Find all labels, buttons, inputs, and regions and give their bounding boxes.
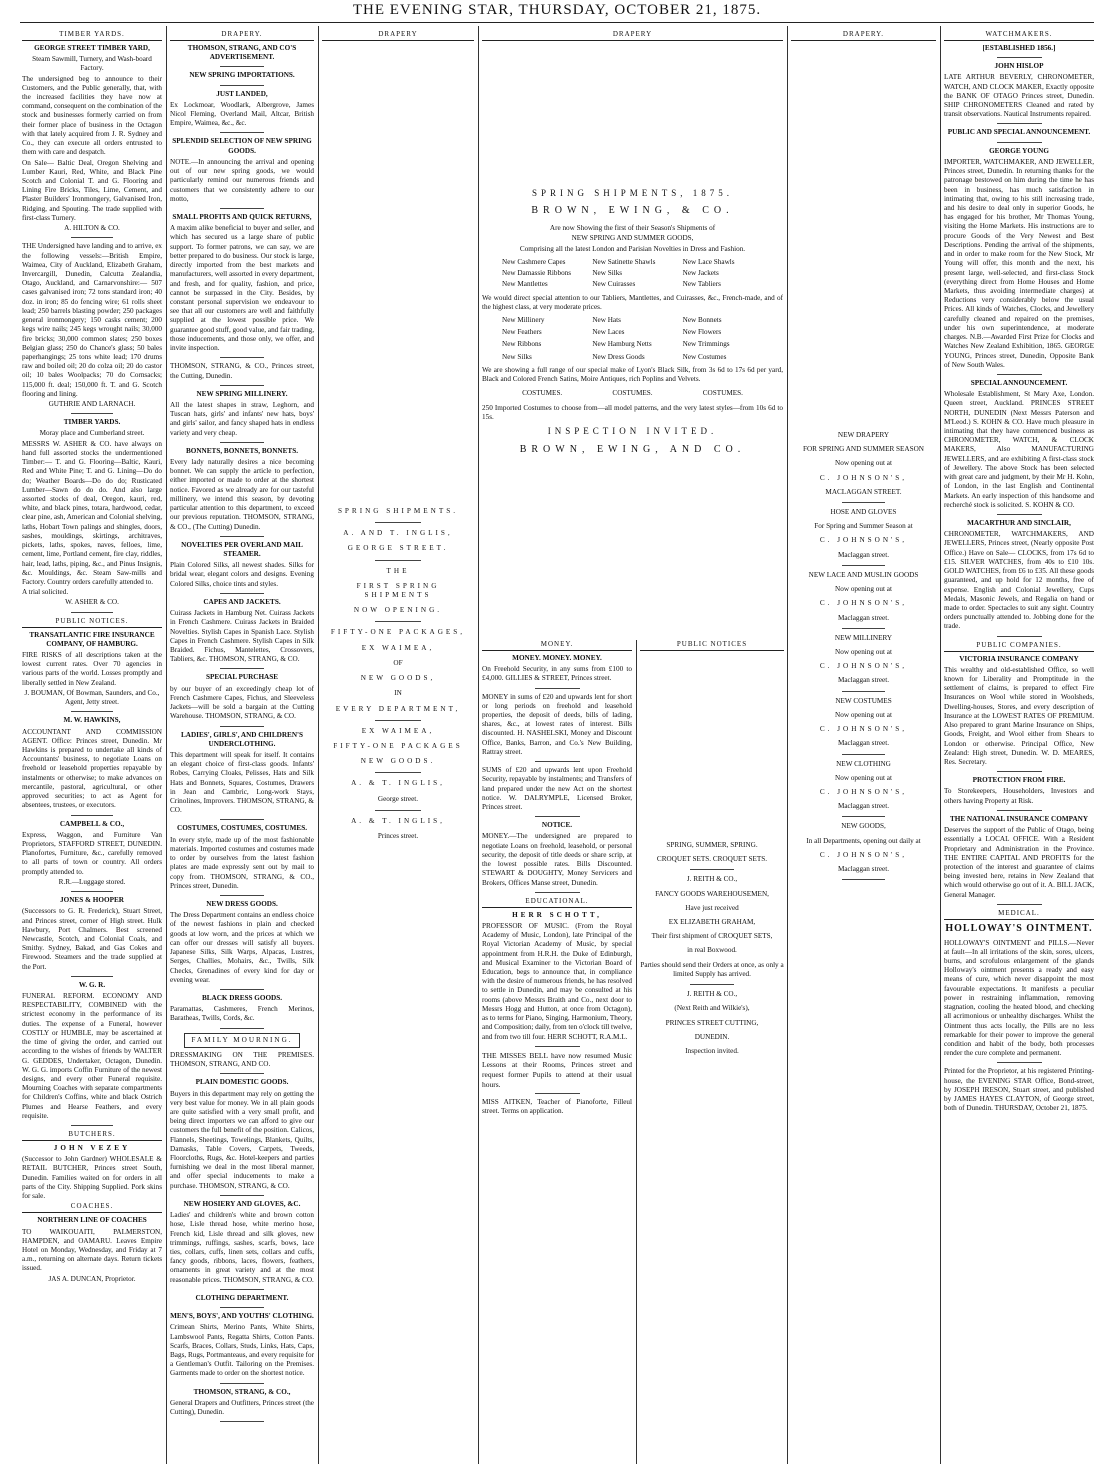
ad-heading: TRANSATLANTIC FIRE INSURANCE COMPANY, OF HAMBURG. [29,630,155,648]
divider [220,1383,263,1384]
ad-body: Plain Colored Silks, all newest shades. Silks for bridal wear, elegant colors and designs. Evening Colored Silks, choice tints and styles. [170,561,314,588]
column-rule [940,26,941,1464]
divider [71,976,113,977]
ad-line: (Next Reith and Wilkie's), [674,1004,750,1013]
divider [997,142,1042,143]
ad-body: DRESSMAKING ON THE PREMISES. THOMSON, STRANG, AND CO. [170,1050,314,1069]
ad-heading: LADIES', GIRLS', AND CHILDREN'S UNDERCLOTHING. [180,730,304,748]
ad-body: SUMS of £20 and upwards lent upon Freehold Security, repayable by instalments; and Transfers of land prepared under the new Act on the shortest notice. W. DALRYMPLE, Licensed Broker, Princes street. [482,766,632,812]
ad-line: In all Departments, opening out daily at [806,836,921,845]
ad-heading: VICTORIA INSURANCE COMPANY [959,654,1079,663]
ad-line: C. JOHNSON'S, [819,599,908,608]
costumes-label: COSTUMES. [612,389,653,398]
ad-body: In every style, made up of the most fashionable materials. Imported costumes and costumes made to order by ourselves from the latest fashion plates are made expressly sent out by mail to copy from. THOMSON, STRANG, & CO., Princes street, Dunedin. [170,835,314,890]
ad-heading: THE NATIONAL INSURANCE COMPANY [949,814,1089,823]
ad-intro: Comprising all the latest London and Parisian Novelties in Dress and Fashion. [519,244,746,253]
ad-line: EVERY DEPARTMENT, [335,704,461,713]
ad-line: J. REITH & CO., [686,990,738,999]
ad-line: C. JOHNSON'S, [819,662,908,671]
column-rule [787,26,788,1464]
ad-body: MONEY.—The undersigned are prepared to negotiate Loans on freehold, leasehold, or personal security, the deposit of title deeds or share scrip, at the lowest possible rates. Bills Discounted. STEWART & DOUGHTY, Money Servicers and Brokers, Offices Manse street, Dunedin. [482,832,632,887]
ad-body: (Successor to John Gardner) WHOLESALE & RETAIL BUTCHER, Princes street South, Dunedin. Families waited on for orders in all parts of the City. Shipping Supplied. Pork skins for sale. [22,1155,162,1201]
divider [842,691,886,692]
divider [842,754,886,755]
ad-line: FOR SPRING AND SUMMER SEASON [802,445,925,454]
ad-body: TO WAIKOUAITI, PALMERSTON, HAMPDEN, and OAMARU. Leaves Empire Hotel on Monday, Wednesday, and Friday at 7 a.m., returning on alternate days. Return tickets issued. [22,1227,162,1273]
divider [220,442,263,443]
section-header: WATCHMAKERS. [944,30,1094,41]
ad-line: Princes street. [377,832,419,841]
divider [220,1073,263,1074]
ad-heading: NOVELTIES PER OVERLAND MAIL STEAMER. [181,540,303,559]
divider [842,816,886,817]
section-header: COACHES. [22,1202,162,1213]
ad-signature: JAS A. DUNCAN, Proprietor. [48,1274,136,1283]
ad-line: CROQUET SETS. CROQUET SETS. [656,855,768,864]
ad-heading: NEW SPRING MILLINERY. [196,389,288,398]
ad-body: THOMSON, STRANG, & CO., Princes street, the Cutting, Dunedin. [170,362,314,380]
ad-line: OF [393,658,403,667]
divider [997,904,1042,905]
divider [220,1028,263,1029]
masthead-rule [20,22,1094,23]
section-header: PUBLIC COMPANIES. [944,641,1094,652]
column-drapery-thomson [170,30,314,1462]
ad-signature: J. BOUMAN, Of Bowman, Saunders, and Co., Agent, Jetty street. [24,688,160,707]
goods-item: New Cashmere Capes [502,257,566,266]
imprint: Printed for the Proprietor, at his registered Printing-house, the EVENING STAR Office, Bond-street, by JOSEPH IRESON, Stuart street, and published by JAMES HAYES CLAYTON, of George street, both of Dunedin. THURSDAY, October 21, 1875. [944,1067,1094,1113]
ad-line: EX ELIZABETH GRAHAM, [668,918,756,927]
goods-item: New Hats [592,316,621,325]
ad-heading: SPECIAL ANNOUNCEMENT. [970,378,1068,387]
ad-line: Now opening out at [835,773,892,782]
ad-line: Maclaggan street. [837,739,890,748]
ad-body: PROFESSOR OF MUSIC. (From the Royal Academy of Music, London), late Principal of the Royal Victorian Academy of Music, by special appointment from H.R.H. the Duke of Edinburgh, and Musical Examiner to the Victorian Board of Education, begs to announce that, in compliance with the desire of numerous friends, he has resolved to settle in Dunedin, and may be consulted at his rooms (above Messrs Braith and Co., next door to Messrs Hogg and Hutton, at once from Octagon), as to terms for Piano, Singing, Harmonium, Theory, and Composition; daily, from ten o'clock till twelve, and from two till four. HERR SCHOTT, R.A.M.L. [482,921,632,1041]
divider [220,668,263,669]
ad-body: HOLLOWAY'S OINTMENT and PILLS.—Never at fault—In all irritations of the skin, sores, ulcers, burns, and scrofulous enlargement of the glands Holloway's ointment presents a ready and easy means of cure, which never disappoint the most favourable expectations. It manifests a peculiar power in restraining inflammation, removing stagnation, cooling the heated blood, and checking all acrimonious or unhealthy discharges. Whilst the Ointment thus acts locally, the Pills are no less remarkable for their power to improve the general condition and habit of the body, both processes render the cure complete and permanent. [944,938,1094,1058]
divider [71,237,113,238]
ad-heading: M. W. HAWKINS, [63,716,121,725]
ad-body: NOTE.—In announcing the arrival and opening out of our new spring goods, we would particularly remind our numerous friends and customers that we consistently adhere to our motto, [170,157,314,203]
ad-body: Ex Lockmoar, Woodlark, Albergrove, James Nicol Fleming, Overland Mail, Altcar, British Empire, Waimea, &c., &c. [170,100,314,128]
costumes-label: COSTUMES. [702,389,743,398]
column-public-notices [640,640,784,1462]
divider [220,536,263,537]
ad-body: On Freehold Security, in any sums from £100 to £4,000. GILLIES & STREET, Princes street. [482,665,632,683]
ad-body: This wealthy and old-established Office, so well known for Liberality and Promptitude in the settlement of claims, is prepared to effect Fire Insurances on Wool while stored in Woolsheds, Dwelling-houses, Stores, and every description of Insurance at the LOWEST RATES OF PREMIUM. Also prepared to grant Marine Insurance on Ships, Goods, Freight, and Wool either from Shears to London or otherwise. Principal Office, New Zealand: High street, Dunedin. W. D. MEARES, Res. Secretary. [944,665,1094,766]
ad-body: THE MISSES BELL have now resumed Music Lessons at their Rooms, Princes street and request former Pupils to attend at their usual hours. [482,1050,632,1089]
ad-body: Crimean Shirts, Merino Pants, White Shirts, Lambswool Pants, Regatta Shirts, Cotton Pants. Scarfs, Braces, Collars, Studs, Links, Hats, Caps, Bags, Rugs, Portmanteaus, and every requisite for a Gentleman's Outfit. Tailoring on the Premises. Garments made to order on the shortest notice. [170,1323,314,1378]
ad-body: All the latest shapes in straw, Leghorn, and Tuscan hats, girls' and infants' new hats, boys' and girls' sailor, and fancy shaped hats in endless variety and very cheap. [170,400,314,437]
holloway-title: HOLLOWAY'S OINTMENT. [945,922,1093,934]
divider [997,636,1042,637]
ad-heading: PLAIN DOMESTIC GOODS. [195,1078,289,1087]
divider [71,413,113,414]
ad-heading: GEORGE STREET TIMBER YARD, [34,43,150,52]
ad-body: by our buyer of an exceedingly cheap lot of French Cashmere Capes, Fichus, and Sleeveless Jackets—will be sold a bargain at the Cutting Warehouse. THOMSON, STRANG, & CO. [170,684,314,721]
ad-signature: GUTHRIE AND LARNACH. [48,400,136,409]
ad-heading: SPECIAL PURCHASE [205,673,279,682]
ad-heading: BONNETS, BONNETS, BONNETS. [185,446,299,455]
column-timber-yards [22,30,162,1462]
goods-item: New Trimmings [682,340,730,349]
ad-line: C. JOHNSON'S, [819,473,908,482]
ad-body: A maxim alike beneficial to buyer and seller, and which has secured us a large share of public support. To former patrons, we can say, we are better prepared to do business. Our stock is large, directly imported from the best markets and manufacturers, well assorted in every department, and fresh, and for quality, fashion, and price, cannot be surpassed in the City. Besides, by constant personal supervision we endeavour to see that all our customers are well and faithfully supplied at the lowest possible price. We guarantee good stuff, good value, and fair trading, those inducements, and those only, we offer, and invite inspection. [170,224,314,353]
divider [220,1421,263,1422]
divider [535,816,580,817]
ad-heading: GEORGE YOUNG [989,146,1049,155]
ad-line: NEW CLOTHING [836,759,891,768]
ad-body: Cuirass Jackets in Hamburg Net. Cuirass Jackets in French Cashmere. Cuirass Jackets in Braided Novelties. Stylish Capes in Spanish Lace. Stylish Capes in French Cashmere. Stylish Capes in Silk Braided. Fichus, Mantelettes, Crossovers, Tabliers, &c. THOMSON, STRANG, & CO. [170,609,314,664]
ad-heading: NEW SPRING IMPORTATIONS. [189,71,295,80]
ad-line: FIRST SPRING SHIPMENTS [356,581,440,600]
ad-line: A. & T. INGLIS, [351,779,445,788]
column-money-educational [482,640,632,1462]
ad-body: Buyers in this department may rely on getting the very best value for money. We in all plain goods are quite satisfied with a very small profit, and being direct importers we can afford to give our customers the full benefit of the position. Calicos, Flannels, Sheetings, Towelings, Blankets, Quilts, Damasks, Table Covers, Carpets, Tweeds, Floorcloths, Rugs, &c. Hotel-keepers and parties furnishing we deal in the most liberal manner, and offer special inducements to make a purchase. THOMSON, STRANG, & CO. [170,1089,314,1190]
ad-line: FANCY GOODS WAREHOUSEMEN, [655,889,769,898]
ad-heading: SMALL PROFITS AND QUICK RETURNS, [172,213,312,222]
brand-name: BROWN, EWING, & CO. [531,205,734,217]
ad-body: FUNERAL REFORM. ECONOMY AND RESPECTABILITY, COMBINED with the strictest economy in the performance of its duties. The expense of a Funeral, however COSTLY or HUMBLE, may be ascertained at the time of giving the order, and carried out according to the wishes of friends by WALTER G. GEDDES, Undertaker, Octagon, Dunedin. W. G. G. imports Coffin Furniture of the newest designs, and every other Funeral requisite. Mourning Coaches with separate compartments for Children's Coffins, white and black Ostrich Plumes and Hearse Feathers, and every requisite. [22,992,162,1120]
ad-line: Maclaggan street. [837,865,890,874]
ad-line: Their first shipment of CROQUET SETS, [651,932,773,941]
divider [375,720,421,721]
divider [71,815,113,816]
goods-item: New Costumes [682,352,727,361]
ad-line: NEW GOODS, [841,822,886,831]
divider [220,1195,263,1196]
divider [375,810,421,811]
ad-body: FIRE RISKS of all descriptions taken at the lowest current rates. Over 70 agencies in various parts of the world. Losses promptly and liberally settled in New Zealand. [22,651,162,687]
divider [535,688,580,689]
ad-line: NEW COSTUMES [835,696,892,705]
divider [535,761,580,762]
section-header: TIMBER YARDS. [22,30,162,41]
ad-line: NOW OPENING. [353,606,443,615]
column-watchmakers [944,30,1094,1462]
goods-item: New Feathers [502,328,542,337]
section-header: DRAPERY. [791,30,936,41]
divider [220,66,263,67]
divider [997,1062,1042,1063]
divider [997,810,1042,811]
goods-item: New Tabliers [682,280,721,289]
ad-line: Now opening out at [835,710,892,719]
ad-line: George street. [377,794,419,803]
ad-note: We are showing a full range of our special make of Lyon's Black Silk, from 3s 6d to 17s 6d per yard, Black and Colored French Satins, Moire Antiques, rich Poplins and Velvets. [482,365,783,384]
ad-heading: PUBLIC AND SPECIAL ANNOUNCEMENT. [947,128,1091,137]
divider [375,621,421,622]
divider [535,1046,580,1047]
ad-line: NEW LACE AND MUSLIN GOODS [808,570,919,579]
brand-name: BROWN, EWING, AND CO. [519,443,746,455]
ad-heading: TIMBER YARDS. [63,418,121,427]
goods-item: New Dress Goods [592,352,645,361]
ad-heading: SPLENDID SELECTION OF NEW SPRING GOODS. [172,137,312,155]
column-rule [166,26,167,1464]
ad-heading: W. G. R. [78,980,106,989]
divider [690,869,733,870]
ad-signature: A. HILTON & CO. [64,224,120,233]
divider [220,132,263,133]
ad-line: Maclaggan street. [837,613,890,622]
divider [997,57,1042,58]
section-header: BUTCHERS. [22,1130,162,1141]
ad-title: SPRING SHIPMENTS, 1875. [531,187,734,198]
ad-line: EX WAIMEA, [361,643,435,652]
ad-line: C. JOHNSON'S, [819,725,908,734]
column-rule [478,26,479,1464]
ad-line: SPRING, SUMMER, SPRING. [666,840,758,849]
goods-item: New Cuirasses [592,280,636,289]
ad-body: This department will speak for itself. It contains an elegant choice of first-class goods. Infants' Robes, Carrying Cloaks, Pelisses, Hats and Silk Hats and Bonnets, Squares, Costumes, Drawers in Jean and Cambric, Long-work Stays, Crinolines, Improvers. THOMSON, STRANG, & CO. [170,750,314,815]
divider [220,989,263,990]
divider [220,1307,263,1308]
ad-line: GEORGE STREET. [347,544,449,553]
ad-body: Ladies' and children's white and brown cotton hose, Lisle thread hose, white merino hose, French kid, Lisle thread and silk gloves, new trimmings, ruffings, sashes, scarfs, bows, lace ties, collars, cuffs, linen sets, collars and cuffs, fancy goods, ribbons, laces, flowers, feathers, ornaments in great variety and at the most reasonable prices. THOMSON, STRANG, & CO. [170,1211,314,1284]
ad-heading: NOTICE. [541,821,573,830]
divider [535,1093,580,1094]
divider [220,208,263,209]
ad-subline: Steam Sawmill, Turnery, and Wash-board Factory. [32,55,152,73]
section-header: DRAPERY [482,30,783,41]
divider [71,612,113,613]
ad-line: Have just received [685,903,739,912]
goods-item: New Lace Shawls [682,257,735,266]
ad-body: Deserves the support of the Public of Otago, being essentially a LOCAL OFFICE. With a Resident Proprietary and Administration in the Province. THE ENTIRE CAPITAL AND PROFITS for the protection of the interest and guarantee of claims being invested here, retains in New Zealand that which would otherwise go out of it. A. BILL JACK, General Manager. [944,826,1094,899]
ad-line: Maclaggan street. [837,676,890,685]
goods-item: New Bonnets [682,316,722,325]
ad-heading: JUST LANDED, [216,89,268,98]
ad-heading: [ESTABLISHED 1856.] [982,43,1056,52]
ad-body: Paramattas, Cashmeres, French Merinos, Baratheas, Twills, Cords, &c. [170,1005,314,1023]
goods-grid [502,258,763,290]
ad-heading: NORTHERN LINE OF COACHES [37,1216,147,1225]
ad-line: Maclaggan street. [837,802,890,811]
goods-item: New Jackets [682,269,719,278]
ad-line: NEW DRAPERY [837,430,890,439]
ad-signature: W. ASHER & CO. [65,598,119,607]
ad-line: C. JOHNSON'S, [819,850,908,859]
ad-heading: MEN'S, BOYS', AND YOUTHS' CLOTHING. [170,1312,314,1321]
ad-heading: BLACK DRESS GOODS. [201,993,283,1002]
ad-heading: THOMSON, STRANG, AND CO'S ADVERTISEMENT. [187,43,297,62]
ad-heading: PROTECTION FROM FIRE. [972,776,1066,785]
ad-body: Every lady naturally desires a nice becoming bonnet. We can supply the article to perfection, either imported or made to order at the shortest notice. Favored as we already are for our tasteful millinery, we intend this season, by devoting particular attention to this department, to exceed our previous reputation. THOMSON, STRANG, & CO., (The Cutting) Dunedin. [170,458,314,531]
ad-body: Wholesale Establishment, St Mary Axe, London. Queen street, Auckland. PRINCES STREET NORTH, DUNEDIN (Next Messrs Paterson and M'Leod.) S. KOHN & CO. Have much pleasure in intimating that they have commenced business as CHRONOMETER, WATCH, & CLOCK MAKERS, Also MANUFACTURING JEWELLERS, and are exhibiting A first-class stock of Jewellery. The above Stock has been selected with great care and judgment, by their Mr H. Kohn, of London, in the last English and Continental Markets. An early inspection of this handsome and recherché stock is solicited. S. KOHN & CO. [944,390,1094,509]
ad-extra: On Sale— Baltic Deal, Oregon Shelving and Lumber Kauri, Red, White, and Black Pine Scotch and Colonial T. and G. Flooring and Lining Fire Bricks, Tiles, Lime, Cement, and Plaster Builders' Ironmongery, Galvanised Iron, Ridging, and Spouting. The trade supplied with first-class Turnery. [22,158,162,222]
divider [997,123,1042,124]
inspection-invited: INSPECTION INVITED. [547,425,718,436]
brown-ewing-advertisement [482,30,783,640]
ad-line: NEW GOODS, [360,674,436,683]
section-header: MEDICAL. [944,909,1094,920]
ad-line: NEW GOODS. [360,757,436,766]
divider [690,984,733,985]
ad-body: MONEY in sums of £20 and upwards lent for short or long periods on freehold and leasehold properties, the deposit of deeds, bills of lading, shares, &c., at lowest rates of interest. Bills discounted. H. NASHELSKI, Money and Discount Office, Banks, Barron, and Co.'s New Building, Rattray street. [482,692,632,756]
goods-item: New Millinery [502,316,545,325]
ad-heading: CLOTHING DEPARTMENT. [195,1293,289,1302]
divider [375,522,421,523]
column-drapery-johnson [791,30,936,1462]
ad-subline: Moray place and Cumberland street. [39,429,145,438]
ad-line: For Spring and Summer Season at [814,522,913,531]
section-header: DRAPERY. [170,30,314,41]
ad-heading: THOMSON, STRANG, & CO., [193,1387,291,1396]
divider [375,772,421,773]
section-header: DRAPERY [322,30,474,41]
ad-body: THE Undersigned have landing and to arrive, ex the following vessels:—British Empire, Waimea, City of Auckland, Elizabeth Graham, Invercargill, Dunedin, Calcutta Zealandia, Otago, Auckland, and Carnarvonshire:— 507 cases galvanised iron; 72 tons standard iron; 40 doz. in iron; 85 do fencing wire; 61 rolls sheet lead; 250 barrels blasting powder; 250 packages general ironmongery; 150 casks cement; 200 kegs wire nails; 245 kegs wrought nails; 30,000 fire bricks; 30,000 common slates; 250 boxes Belgian glass; 250 do Chance's glass; 50 bales paperhangings; 25 tons white lead; 170 drums raw and boiled oil; 20 do colza oil; 20 do castor oil; 10 bales Woolpacks; 70 do Cornsacks; 115,000 ft. deal; 150,000 ft. T. and G. Scotch flooring and lining. [22,242,162,398]
divider [220,593,263,594]
ad-line: IN [394,689,402,698]
ad-body: CHRONOMETER, WATCHMAKERS, AND JEWELLERS, Princes street, (Nearly opposite Post Office.) Have on Sale— CLOCKS, from 17s 6d to £15. SILVER WATCHES, from 40s to £10 10s. GOLD WATCHES, from £6 to £35. All these goods guaranteed, and up hold for 12 months, free of expense. English and Colonial Jewellery, Cups Medals, Masonic Jewels, and Regalia on hand or made to order. Spectacles to suit any sight. Country orders punctually attended to. Jobbing done for the trade. [944,530,1094,631]
ad-heading: FAMILY MOURNING. [184,1033,300,1048]
ad-heading: NEW DRESS GOODS. [206,900,278,909]
ad-line: A. AND T. INGLIS, [343,529,453,538]
divider [220,1289,263,1290]
ad-line: THE [386,566,410,575]
masthead: THE EVENING STAR, THURSDAY, OCTOBER 21, 1875. [352,2,762,18]
goods-item: New Mantlettes [502,280,548,289]
divider [220,85,263,86]
divider [220,819,263,820]
column-rule [318,26,319,1464]
divider [842,628,886,629]
ad-line: MACLAGGAN STREET. [825,487,902,496]
ad-body: The Dress Department contains an endless choice of the newest fashions in plain and checked goods at low worn, and the prices at which we can offer our dresses will satisfy all buyers. Japanese Silks, Silk Warps, Alpacas, Lustres, Serges, Challies, Mohairs, &c., Twills, Silk Checks, Grenadines of every kind for day or evening wear. [170,911,314,984]
goods-item: New Satinette Shawls [592,257,656,266]
ad-body: IMPORTER, WATCHMAKER, AND JEWELLER, Princes street, Dunedin. In returning thanks for the patronage bestowed on him during the time he has been in business, has much satisfaction in intimating that, owing to his still increasing trade, and his desire to deal only in superior Goods, he has engaged for his brother, Mr Thomas Young, visiting the Home Markets. His instructions are to procure Goods of the Very Newest and Best Descriptions. Pending the arrival of the shipments, and in order to make room for the New Stock, Mr Young will offer, this month and the next, his present large, well-selected, and first-class Stock (everything direct from Home Houses and Home Markets, thus avoiding intermediate charges) at Reductions very considerably below the usual Prices. All kinds of Watches, Clocks, and Jewellery carefully cleaned and repaired on the premises, under his own superintendence, at moderate charges. N.B.—Awarded First Prize for Clocks and Watches New Zealand Exhibition, 1865. GEORGE YOUNG, Princes street, Dunedin, Opposite Bank of New South Wales. [944,157,1094,369]
column-drapery-inglis [322,30,474,1462]
ad-line: Maclaggan street. [837,550,890,559]
ad-intro: NEW SPRING AND SUMMER GOODS, [571,234,694,243]
ad-line: EX WAIMEA, [361,726,435,735]
ad-heading: HERR SCHOTT, [512,910,602,919]
section-header: MONEY. [482,640,632,651]
ad-heading: JOHN HISLOP [994,62,1044,71]
ad-line: FIFTY-ONE PACKAGES, [330,628,466,637]
divider [535,892,580,893]
column-rule [636,640,637,1464]
divider [220,357,263,358]
divider [220,895,263,896]
goods-item: New Flowers [682,328,722,337]
goods-item: New Silks [592,269,623,278]
divider [220,726,263,727]
ad-heading: COSTUMES, COSTUMES, COSTUMES. [177,824,307,833]
divider [997,771,1042,772]
ad-line: Now opening out at [835,585,892,594]
ad-line: J. REITH & CO., [686,875,738,884]
ad-heading: CAPES AND JACKETS. [203,597,281,606]
goods-item: New Damassie Ribbons [502,269,572,278]
ad-heading: MACARTHUR AND SINCLAIR, [967,519,1071,528]
goods-item: New Laces [592,328,625,337]
section-header: PUBLIC NOTICES. [22,617,162,628]
ad-line: FIFTY-ONE PACKAGES [333,742,463,751]
ad-body: MISS AITKEN, Teacher of Pianoforte, Filleul street. Terms on application. [482,1098,632,1116]
section-header: PUBLIC NOTICES [640,640,784,651]
ad-body: General Drapers and Outfitters, Princes street (the Cutting), Dunedin. [170,1398,314,1417]
goods-item: New Ribbons [502,340,542,349]
divider [71,711,113,712]
ad-body: LATE ARTHUR BEVERLY, CHRONOMETER, WATCH, AND CLOCK MAKER, Exactly opposite the BANK OF OTAGO Princes street, Dunedin. SHIP CHRONOMETERS Cleaned and rated by transit observations. Nautical Instruments repaired. [944,73,1094,119]
ad-heading: CAMPBELL & CO., [59,819,125,828]
ad-line: DUNEDIN. [694,1032,730,1041]
ad-line: C. JOHNSON'S, [819,787,908,796]
costumes-label: COSTUMES. [522,389,563,398]
ad-line: NEW MILLINERY [834,633,893,642]
goods-grid [502,316,763,362]
ad-body: Express, Waggon, and Furniture Van Proprietors, STAFFORD STREET, DUNEDIN. Planofortes, Furniture, &c., carefully removed to all parts of town or country. All orders promptly attended to. [22,830,162,876]
divider [997,374,1042,375]
ad-body: ACCOUNTANT AND COMMISSION AGENT. Office: Princes street, Dunedin. Mr Hawkins is prepared to undertake all kinds of Accountants' business, to negotiate Loans on freehold or leasehold properties repayable by instalments or otherwise; to make advances on mercantile, pastoral, agricultural, or other approved securities; to act as Agent for absentees, trustees, or executors. [22,727,162,810]
ad-heading: JOHN VEZEY [53,1144,131,1153]
ad-body: MESSRS W. ASHER & CO. have always on hand full assorted stocks the undermentioned Timber:— T. and G. Flooring—Baltic, Kauri, Red and White Pine; T. and G. Lining—Do do do; Weather Boards—Do do do; Rusticated Lumber—Sawn do do do. And also large assorted stocks of deal, Oregon, kauri, red, white, and black pines, totara, hardwood, cedar, clear pine, ash, American and Colonial shelving, laths, Hobart Town palings and shingles, doors, sashes, mouldings, skirtings, architraves, pickets, laths, spokes, naves, felloes, lime, cement, lime, Portland cement, fire clay, riddles, hair, lead, laths, piping, &c., and Pinus Insignis, &c. Mouldings, &c. Steam Saw-mills and Factory. Country orders carefully attended to. [22,439,162,586]
ad-signature: R.R.—Luggage stored. [58,877,126,886]
divider [71,891,113,892]
ad-line: SPRING SHIPMENTS. [337,506,459,515]
divider [71,1125,113,1126]
ad-note: 250 Imported Costumes to choose from—all model patterns, and the very latest styles—from 10s 6d to 15s. [482,403,783,421]
ad-body: To Storekeepers, Householders, Investors and others having Property at Risk. [944,787,1094,805]
ad-line: HOSE AND GLOVES [830,508,897,517]
divider [220,385,263,386]
ad-intro: Are now Showing the first of their Season's Shipments of [549,224,716,233]
divider [997,514,1042,515]
ad-heading: JONES & HOOPER [60,896,124,905]
ad-line: C. JOHNSON'S, [819,536,908,545]
ad-line: in real Boxwood. [687,946,737,955]
ad-body: (Successors to G. R. Frederick), Stuart Street, and Princes street, corner of High street. Hulk Hawbury, Port Chalmers. Best screened Newcastle, Scotch, and Colonial Coals, and Smithy. Sydney, Bakad, and Gas Cokes and Firewood. Steamers and the trade supplied at the Port. [22,907,162,971]
goods-item: New Hamburg Netts [592,340,652,349]
ad-extra: A trial solicited. [22,588,69,597]
divider [375,560,421,561]
ad-line: A. & T. INGLIS, [351,816,445,825]
divider [842,879,886,880]
ad-body: The undersigned beg to announce to their Customers, and the Public generally, that, with the increased facilities they have now at command, consequent on the combination of the stock and businesses formerly carried on from their former place of business in the Octagon with that lately acquired from J. R. Sydney and Co., they can execute all orders entrusted to them with care and despatch. [22,74,162,157]
ad-line: Now opening out at [835,648,892,657]
ad-heading: NEW HOSIERY AND GLOVES, &C. [183,1199,301,1208]
ad-note: We would direct special attention to our Tabliers, Mantlettes, and Cuirasses, &c., French-made, and of the highest class, at very moderate prices. [482,293,783,311]
divider [842,565,886,566]
ad-heading: MONEY. MONEY. MONEY. [512,653,602,662]
ad-line: Inspection invited. [685,1047,739,1056]
goods-item: New Silks [502,352,532,361]
costumes-row [502,388,763,399]
ad-line: Parties should send their Orders at once, as only a limited Supply has arrived. [640,960,784,978]
divider [842,502,886,503]
section-header: EDUCATIONAL. [482,897,632,908]
ad-line: PRINCES STREET CUTTING, [665,1018,759,1027]
ad-line: Now opening out at [835,459,892,468]
